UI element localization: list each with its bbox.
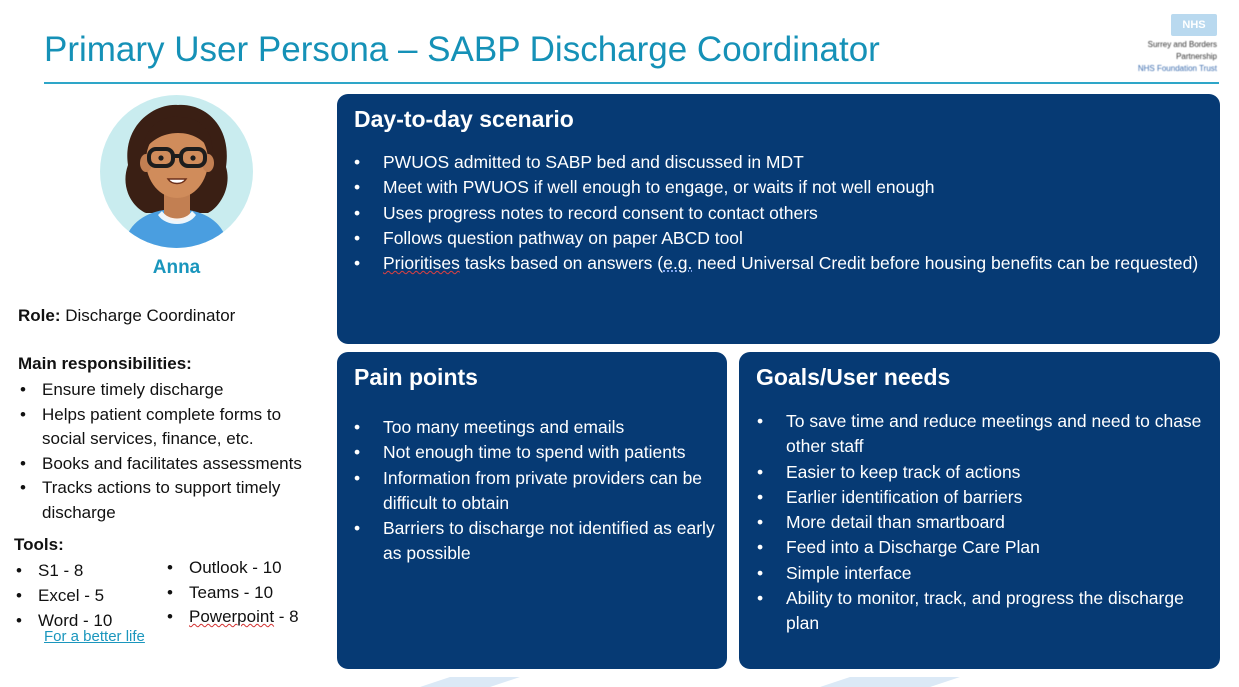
list-item: • Earlier identification of barriers bbox=[786, 485, 1206, 510]
persona-role bbox=[18, 306, 235, 326]
goals-heading: Goals/User needs bbox=[756, 364, 951, 390]
list-item bbox=[383, 251, 1203, 276]
tool-item: • Word - 10 bbox=[38, 608, 112, 633]
list-item: • Ability to monitor, track, and progress the discharge plan bbox=[786, 586, 1206, 637]
list-item: • Barriers to discharge not identified as early as possible bbox=[383, 516, 718, 567]
tool-item bbox=[189, 605, 299, 630]
list-item: • Ensure timely discharge bbox=[42, 378, 327, 403]
list-item: • Follows question pathway on paper ABCD tool bbox=[383, 226, 1203, 251]
title-divider bbox=[44, 82, 1219, 84]
tools-list-left bbox=[38, 558, 112, 633]
list-item: • Easier to keep track of actions bbox=[786, 460, 1206, 485]
logo-line-2: Partnership bbox=[1176, 52, 1217, 61]
list-item: • Tracks actions to support timely discharge bbox=[42, 476, 327, 525]
footer-decoration bbox=[0, 677, 1239, 687]
tool-name-powerpoint: Powerpoint bbox=[189, 607, 275, 626]
goals-list bbox=[786, 409, 1206, 637]
list-item: • Meet with PWUOS if well enough to engage, or waits if not well enough bbox=[383, 175, 1203, 200]
page-title: Primary User Persona – SABP Discharge Coordinator bbox=[44, 30, 880, 69]
role-label: Role: bbox=[18, 306, 61, 325]
list-item: • Books and facilitates assessments bbox=[42, 452, 327, 477]
tool-item: • S1 - 8 bbox=[38, 558, 112, 583]
nhs-logo bbox=[1096, 14, 1221, 76]
spellcheck-word: Prioritises bbox=[383, 253, 460, 274]
list-item: • To save time and reduce meetings and need to chase other staff bbox=[786, 409, 1206, 460]
scenario-heading: Day-to-day scenario bbox=[354, 106, 574, 132]
persona-avatar bbox=[100, 95, 253, 248]
list-item: • More detail than smartboard bbox=[786, 510, 1206, 535]
list-item: • Not enough time to spend with patients bbox=[383, 440, 718, 465]
pain-points-card bbox=[337, 352, 727, 669]
tools-list-right bbox=[189, 556, 299, 630]
role-value: Discharge Coordinator bbox=[65, 306, 236, 325]
footer-link[interactable]: For a better life bbox=[44, 628, 145, 645]
list-item: • Uses progress notes to record consent to contact others bbox=[383, 201, 1203, 226]
tool-item: • Teams - 10 bbox=[189, 581, 299, 606]
pain-points-list bbox=[383, 415, 718, 567]
pain-points-heading: Pain points bbox=[354, 364, 478, 390]
tools-heading: Tools: bbox=[14, 535, 64, 554]
list-item: • Information from private providers can be difficult to obtain bbox=[383, 466, 718, 517]
list-item: • Feed into a Discharge Care Plan bbox=[786, 535, 1206, 560]
persona-name: Anna bbox=[152, 257, 201, 278]
list-item: • Simple interface bbox=[786, 561, 1206, 586]
logo-line-3: NHS Foundation Trust bbox=[1137, 64, 1217, 73]
scenario-card bbox=[337, 94, 1220, 344]
list-item: • PWUOS admitted to SABP bed and discussed in MDT bbox=[383, 150, 1203, 175]
tool-item: • Excel - 5 bbox=[38, 583, 112, 608]
responsibilities-heading: Main responsibilities: bbox=[18, 354, 192, 373]
list-item: • Too many meetings and emails bbox=[383, 415, 718, 440]
tool-item: • Outlook - 10 bbox=[189, 556, 299, 581]
scenario-list bbox=[383, 150, 1203, 276]
list-item-text: tasks based on answers ( bbox=[459, 253, 664, 274]
logo-line-1: Surrey and Borders bbox=[1147, 40, 1217, 49]
list-item: • Helps patient complete forms to social services, finance, etc. bbox=[42, 403, 327, 452]
list-item-text: need Universal Credit before housing benefits can be requested) bbox=[692, 253, 1199, 274]
goals-card bbox=[739, 352, 1220, 669]
responsibilities-list bbox=[42, 378, 327, 525]
tool-score: - 8 bbox=[274, 607, 299, 626]
nhs-logo-box: NHS bbox=[1171, 14, 1217, 36]
grammar-flag-word: e.g. bbox=[663, 253, 693, 274]
